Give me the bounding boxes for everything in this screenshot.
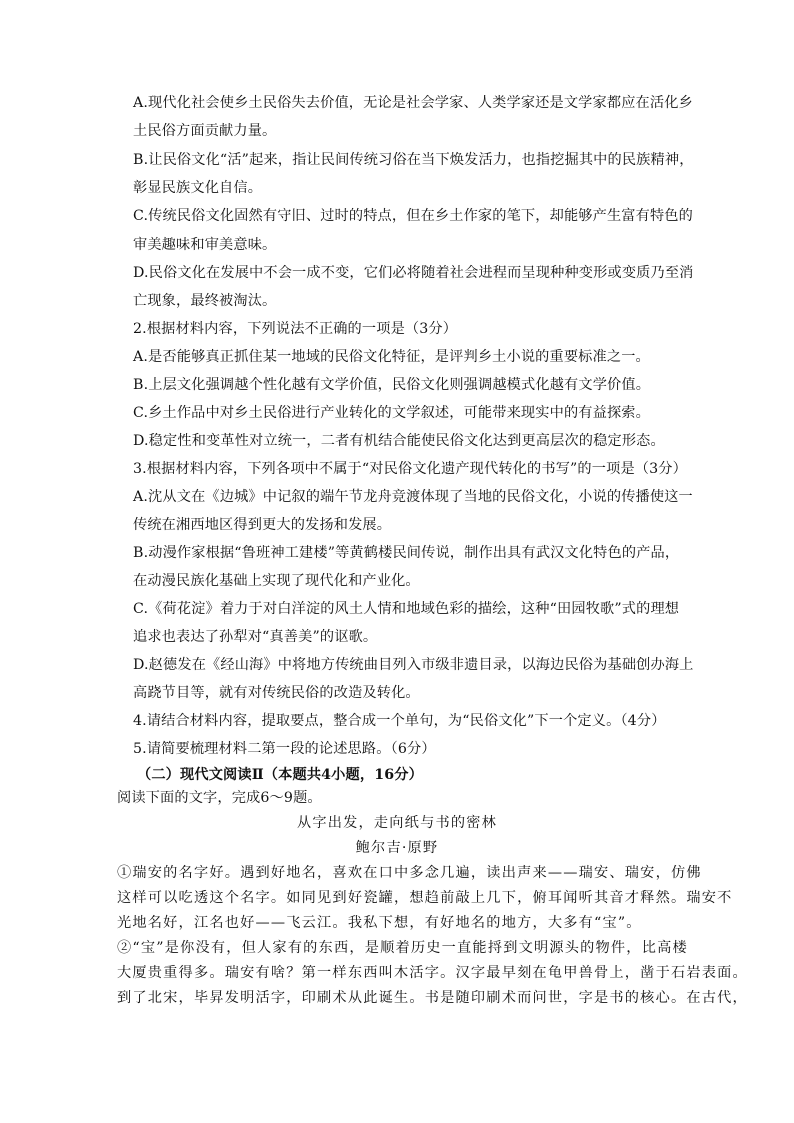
option-line: B.让民俗文化“活”起来，指让民间传统习俗在当下焕发活力，也指挖掘其中的民族精神， — [133, 152, 694, 168]
question-3: 3.根据材料内容，下列各项中不属于“对民俗文化遗产现代转化的书写”的一项是（3分） — [133, 461, 687, 477]
option-line: 高跷节目等，就有对传统民俗的改造及转化。 — [133, 685, 420, 701]
option-line: C.传统民俗文化固然有守旧、过时的特点，但在乡土作家的笔下，却能够产生富有特色的 — [133, 208, 693, 224]
option-line: D.民俗文化在发展中不会一成不变，它们必将随着社会进程而呈现种种变形或变质乃至消 — [133, 265, 694, 281]
option-line: 传统在湘西地区得到更大的发扬和发展。 — [133, 517, 392, 533]
option-line: 亡现象，最终被淘汰。 — [133, 293, 277, 309]
article-paragraph-line: 大厦贵重得多。瑞安有啥？第一样东西叫木活字。汉字最早刻在龟甲兽骨上，凿于石岩表面。 — [117, 965, 748, 981]
question-4: 4.请结合材料内容，提取要点，整合成一个单句，为“民俗文化”下一个定义。（4分） — [133, 713, 666, 729]
reading-instruction: 阅读下面的文字，完成6～9题。 — [117, 790, 322, 806]
question-5: 5.请简要梳理材料二第一段的论述思路。（6分） — [133, 741, 436, 757]
option-line: A.沈从文在《边城》中记叙的端午节龙舟竞渡体现了当地的民俗文化，小说的传播使这一 — [133, 489, 693, 505]
option-line: 土民俗方面贡献力量。 — [133, 123, 277, 139]
article-paragraph-line: 这样可以吃透这个名字。如同见到好瓷罐，想趋前敲上几下，俯耳闻听其音才释然。瑞安不 — [117, 890, 733, 906]
option-line: C.《荷花淀》着力于对白洋淀的风土人情和地域色彩的描绘，这种“田园牧歌”式的理想 — [133, 601, 680, 617]
option-line: 追求也表达了孙犁对“真善美”的讴歌。 — [133, 629, 378, 645]
question-2: 2.根据材料内容，下列说法不正确的一项是（3分） — [133, 321, 458, 337]
option-line: A.是否能够真正抓住某一地域的民俗文化特征，是评判乡土小说的重要标准之一。 — [133, 349, 650, 365]
option-line: A.现代化社会使乡土民俗失去价值，无论是社会学家、人类学家还是文学家都应在活化乡 — [133, 95, 693, 111]
section-heading: （二）现代文阅读Ⅱ（本题共4小题，16分） — [137, 767, 423, 783]
article-title: 从字出发，走向纸与书的密林 — [296, 815, 498, 831]
option-line: D.稳定性和变革性对立统一，二者有机结合能使民俗文化达到更高层次的稳定形态。 — [133, 433, 665, 449]
article-paragraph-line: 到了北宋，毕昇发明活字，印刷术从此诞生。书是随印刷术而问世，字是书的核心。在古代， — [117, 990, 748, 1006]
option-line: B.上层文化强调越个性化越有文学价值，民俗文化则强调越模式化越有文学价值。 — [133, 377, 651, 393]
option-line: D.赵德发在《经山海》中将地方传统曲目列入市级非遗目录，以海边民俗为基础创办海上 — [133, 657, 694, 673]
option-line: C.乡土作品中对乡土民俗进行产业转化的文学叙述，可能带来现实中的有益探索。 — [133, 405, 650, 421]
article-author: 鲍尔吉·原野 — [355, 840, 439, 856]
article-paragraph-line: ②“宝”是你没有，但人家有的东西，是顺着历史一直能捋到文明源头的物件，比高楼 — [117, 940, 688, 956]
option-line: B.动漫作家根据“鲁班神工建楼”等黄鹤楼民间传说，制作出具有武汉文化特色的产品， — [133, 545, 680, 561]
article-paragraph-line: ①瑞安的名字好。遇到好地名，喜欢在口中多念几遍，读出声来——瑞安、瑞安，仿佛 — [117, 865, 702, 881]
option-line: 审美趣味和审美意味。 — [133, 237, 277, 253]
option-line: 彰显民族文化自信。 — [133, 180, 263, 196]
article-paragraph-line: 光地名好，江名也好——飞云江。我私下想，有好地名的地方，大多有“宝”。 — [117, 915, 642, 931]
option-line: 在动漫民族化基础上实现了现代化和产业化。 — [133, 573, 420, 589]
